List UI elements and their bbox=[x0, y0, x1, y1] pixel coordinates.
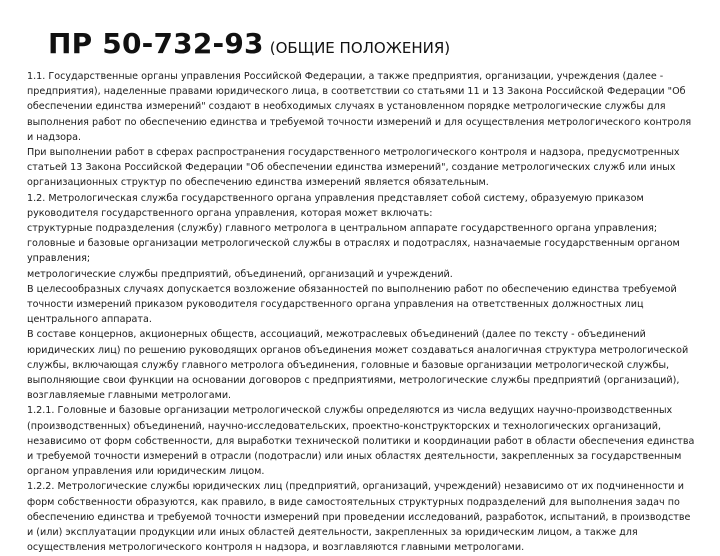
title-main: ПР 50-732-93 bbox=[48, 27, 264, 60]
paragraph-concerns: В составе концернов, акционерных обществ, ассоциаций, межотраслевых объединений (далее по тексту - объединений юридических лиц) по решению руководящих органов объединения может создаваться аналогичная структура метрологической службы, включающая службу главного метролога объединения, головные и базовые организации метрологической службы, выполняющие свои функции на основании договоров с предприятиями, метрологические службы предприятий (организаций), возглавляемые главными метрологами. bbox=[27, 329, 689, 402]
paragraph-mandatory: При выполнении работ в сферах распространения государственного метрологического контроля и надзора, предусмотренных статьей 13 Закона Российской Федерации "Об обеспечении единства измерений", создание метрологических служб или иных организационных структур по обеспечению единства измерений является обязательным. bbox=[27, 147, 680, 189]
list-item-chief-metrologist: структурные подразделения (службу) главного метролога в центральном аппарате государственного органа управления; bbox=[27, 223, 658, 235]
paragraph-1-2-2: 1.2.2. Метрологические службы юридических лиц (предприятий, организаций, учреждений) независимо от их подчиненности и форм собственности образуются, как правило, в виде самостоятельных структурных подразделений для выполнения задач по обеспечению единства и требуемой точности измерений при проведении исследований, разработок, испытаний, в производстве и (или) эксплуатации продукции или иных областей деятельности, закрепленных за юридическим лицом, а также для осуществления метрологического контроля н надзора, и возглавляются главными метрологами. bbox=[27, 481, 691, 554]
paragraph-1-2-1: 1.2.1. Головные и базовые организации метрологической службы определяются из числа ведущих научно-производственных (производственных) объединений, научно-исследовательских, проектно-конструкторских и технологических организаций, независимо от форм собственности, для выработки технической политики и координации работ в области обеспечения единства и требуемой точности измерений в отрасли (подотрасли) или иных областях деятельности, закрепленных за государственным органом управления или юридическим лицом. bbox=[27, 405, 695, 478]
title-subtitle: (ОБЩИЕ ПОЛОЖЕНИЯ) bbox=[269, 39, 451, 57]
paragraph-1-1: 1.1. Государственные органы управления Российской Федерации, а также предприятия, организации, учреждения (далее - предприятия), наделенные правами юридического лица, в соответствии со статьями 11 и 13 Закона Российской Федерации "Об обеспечении единства измерений" создают в необходимых случаях в установленном порядке метрологические службы для выполнения работ по обеспечению единства и требуемой точности измерений и для осуществления метрологического контроля и надзора. bbox=[27, 71, 692, 143]
list-item-enterprise-services: метрологические службы предприятий, объединений, организаций и учреждений. bbox=[27, 268, 453, 280]
paragraph-1-2: 1.2. Метрологическая служба государственного органа управления представляет собой систему, образуемую приказом руководителя государственного органа управления, которая может включать: bbox=[27, 192, 644, 219]
list-item-head-organizations: головные и базовые организации метрологической службы в отраслях и подотраслях, назначаемые государственным органом управления; bbox=[27, 238, 680, 265]
paragraph-responsibilities: В целесообразных случаях допускается возложение обязанностей по выполнению работ по обеспечению единства требуемой точности измерений приказом руководителя государственного органа управления на ответственных должностных лиц центрального аппарата. bbox=[27, 283, 677, 326]
body-text bbox=[27, 69, 699, 556]
slide-title bbox=[48, 27, 451, 60]
